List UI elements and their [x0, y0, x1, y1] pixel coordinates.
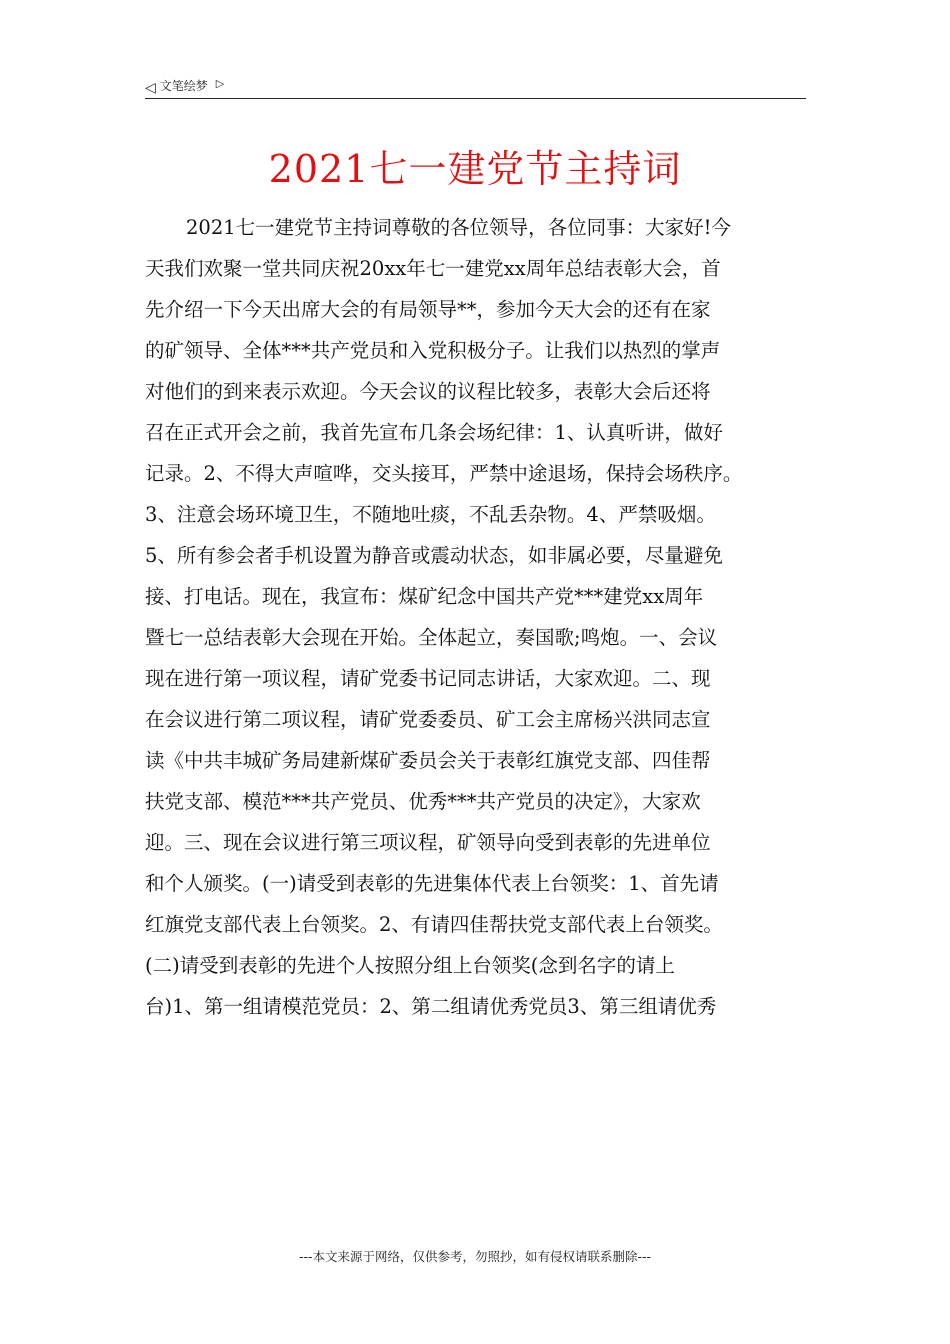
right-triangle-icon: ▷ [215, 77, 225, 90]
body-line: 在会议进行第二项议程，请矿党委委员、矿工会主席杨兴洪同志宣 [145, 708, 711, 731]
body-line: 天我们欢聚一堂共同庆祝20xx年七一建党xx周年总结表彰大会，首 [145, 257, 721, 280]
brand-name: 文笔绘梦 [159, 79, 208, 93]
body-line: 暨七一总结表彰大会现在开始。全体起立，奏国歌;鸣炮。一、会议 [145, 626, 718, 649]
body-line: 5、所有参会者手机设置为静音或震动状态，如非属必要，尽量避免 [145, 544, 723, 567]
body-line: 现在进行第一项议程，请矿党委书记同志讲话，大家欢迎。二、现 [145, 667, 711, 690]
body-line: 接、打电话。现在，我宣布：煤矿纪念中国共产党***建党xx周年 [145, 585, 704, 608]
page-header [145, 74, 806, 99]
page-footer: ---本文来源于网络，仅供参考，勿照抄，如有侵权请联系删除--- [298, 1249, 652, 1264]
document-title: 2021七一建党节主持词 [268, 147, 682, 191]
left-triangle-icon: ◁ [145, 80, 156, 96]
body-line: 的矿领导、全体***共产党员和入党积极分子。让我们以热烈的掌声 [145, 339, 721, 362]
body-line: 扶党支部、模范***共产党员、优秀***共产党员的决定》，大家欢 [145, 790, 701, 813]
body-line: 召在正式开会之前，我首先宣布几条会场纪律：1、认真听讲，做好 [145, 421, 723, 444]
body-line: 红旗党支部代表上台领奖。2、有请四佳帮扶党支部代表上台领奖。 [145, 913, 723, 936]
body-line: 3、注意会场环境卫生，不随地吐痰，不乱丢杂物。4、严禁吸烟。 [145, 503, 716, 526]
body-line: 先介绍一下今天出席大会的有局领导**，参加今天大会的还有在家 [145, 298, 711, 321]
body-line: 迎。三、现在会议进行第三项议程，矿领导向受到表彰的先进单位 [145, 831, 711, 854]
body-line: 对他们的到来表示欢迎。今天会议的议程比较多，表彰大会后还将 [145, 380, 711, 403]
body-line: 和个人颁奖。(一)请受到表彰的先进集体代表上台领奖：1、首先请 [145, 872, 719, 895]
document-body [145, 207, 809, 1027]
body-line: (二)请受到表彰的先进个人按照分组上台领奖(念到名字的请上 [145, 954, 675, 977]
header-brand [145, 77, 224, 96]
body-line: 记录。2、不得大声喧哗，交头接耳，严禁中途退场，保持会场秩序。 [145, 462, 743, 485]
body-line: 读《中共丰城矿务局建新煤矿委员会关于表彰红旗党支部、四佳帮 [145, 749, 711, 772]
body-line: 2021七一建党节主持词尊敬的各位领导，各位同事：大家好!今 [186, 216, 731, 239]
body-line: 台)1、第一组请模范党员：2、第二组请优秀党员3、第三组请优秀 [145, 995, 717, 1018]
